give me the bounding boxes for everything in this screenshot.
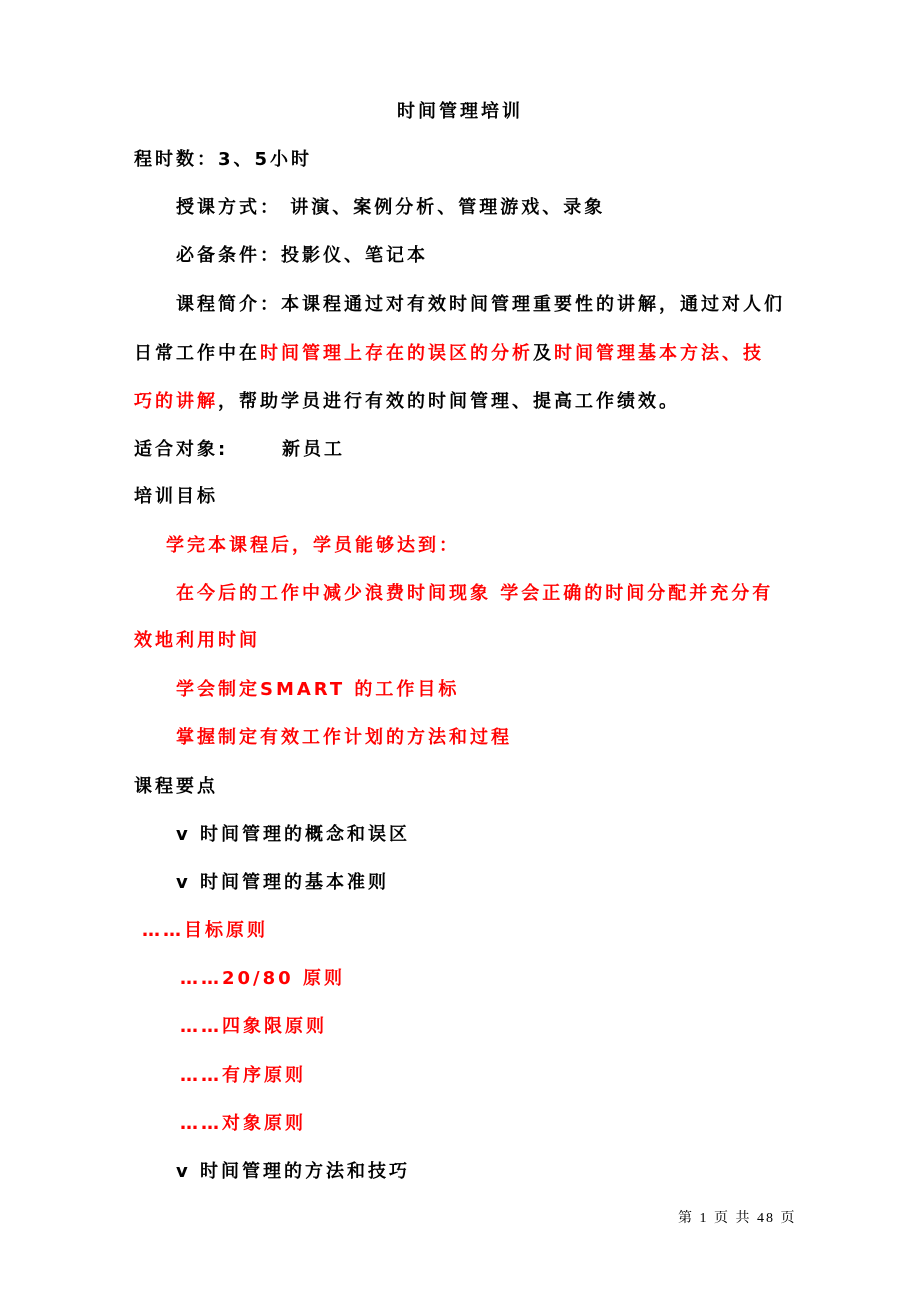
intro-highlight: 时间管理基本方法、技 (554, 343, 764, 364)
subpoint-4: ……有序原则 (180, 1065, 306, 1086)
goals-heading: 培训目标 (134, 486, 218, 507)
intro-highlight: 巧的讲解 (134, 391, 218, 412)
subpoint-2: ……20/80 原则 (180, 968, 345, 989)
goal-1: 在今后的工作中减少浪费时间现象 学会正确的时间分配并充分有 (176, 583, 774, 604)
document-title: 时间管理培训 (397, 101, 523, 122)
intro-text: 及 (533, 343, 554, 364)
point-1: v 时间管理的概念和误区 (176, 824, 410, 845)
intro-text: ，帮助学员进行有效的时间管理、提高工作绩效。 (218, 391, 680, 412)
goals-lead: 学完本课程后，学员能够达到： (166, 535, 460, 556)
audience-value: 新员工 (282, 439, 345, 460)
point-3: v 时间管理的方法和技巧 (176, 1161, 410, 1182)
points-heading: 课程要点 (134, 776, 218, 797)
intro-line-3 (134, 390, 680, 414)
intro-highlight: 时间管理上存在的误区的分析 (260, 343, 533, 364)
subpoint-3: ……四象限原则 (180, 1016, 327, 1037)
page-footer: 第 1 页 共 48 页 (678, 1211, 797, 1226)
subpoint-1: ……目标原则 (142, 920, 268, 941)
intro-line-1: 课程简介：本课程通过对有效时间管理重要性的讲解，通过对人们 (176, 294, 785, 315)
requirements: 必备条件：投影仪、笔记本 (176, 245, 428, 266)
intro-text: 日常工作中在 (134, 343, 260, 364)
subpoint-5: ……对象原则 (180, 1113, 306, 1134)
goal-3: 掌握制定有效工作计划的方法和过程 (176, 727, 512, 748)
course-hours: 程时数：3、5小时 (134, 149, 313, 170)
goal-2: 学会制定SMART 的工作目标 (176, 679, 460, 700)
goal-1-cont: 效地利用时间 (134, 630, 260, 651)
audience-label: 适合对象: (134, 439, 229, 460)
intro-line-2 (134, 342, 764, 366)
teaching-method: 授课方式： 讲演、案例分析、管理游戏、录象 (176, 197, 606, 218)
point-2: v 时间管理的基本准则 (176, 872, 389, 893)
